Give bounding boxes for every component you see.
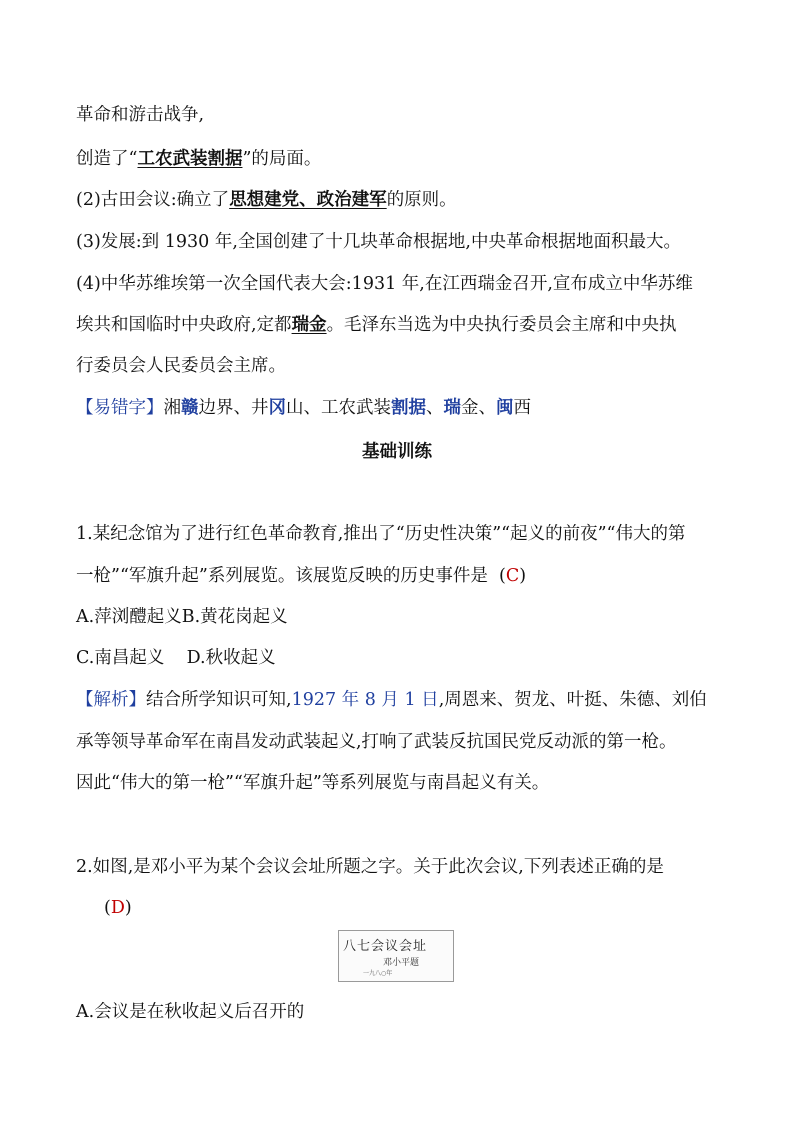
- analysis-tag: 【解析】: [76, 690, 146, 710]
- option-d: D.秋收起义: [186, 648, 276, 668]
- option-b: B.黄花岗起义: [181, 607, 288, 627]
- answer-letter: C: [505, 566, 520, 586]
- highlight-char: 赣: [181, 398, 199, 418]
- text: 山、工农武装: [286, 398, 391, 418]
- text: ,周恩来、贺龙、叶挺、朱德、刘伯: [438, 690, 707, 710]
- option-c: C.南昌起义: [76, 648, 165, 668]
- highlight-char: 冈: [268, 398, 286, 418]
- question-1-options: [76, 647, 276, 669]
- text: 因此“伟大的第一枪”“军旗升起”等系列展览与南昌起义有关。: [76, 773, 550, 793]
- text: ”的局面。: [242, 149, 322, 169]
- highlight-char: 闽: [496, 398, 514, 418]
- inscription-signature: 邓小平题: [383, 958, 420, 968]
- text: 边界、井: [198, 398, 269, 418]
- text: 行委员会人民委员会主席。: [76, 356, 286, 376]
- text: (3)发展:到 1930 年,全国创建了十几块革命根据地,中央革命根据地面积最大。: [76, 232, 681, 252]
- highlight-char: 割据: [391, 398, 426, 418]
- text: 创造了“: [76, 149, 138, 169]
- question-2-answer: [104, 897, 132, 919]
- text: 埃共和国临时中央政府,定都: [76, 315, 292, 335]
- text: 一枪”“军旗升起”系列展览。该展览反映的历史事件是: [76, 566, 488, 586]
- text: (4)中华苏维埃第一次全国代表大会:1931 年,在江西瑞金召开,宣布成立中华苏维: [76, 274, 693, 294]
- inscription-date: 一九八○年: [363, 970, 393, 977]
- inscription-image: [338, 930, 454, 982]
- analysis-date: 1927 年 8 月 1 日: [291, 690, 439, 710]
- text-line: [76, 314, 677, 336]
- question-1-options: [76, 606, 288, 628]
- text: 1.某纪念馆为了进行红色革命教育,推出了“历史性决策”“起义的前夜”“伟大的第: [76, 524, 686, 544]
- text: 革命和游击战争,: [76, 105, 205, 125]
- question-1-stem: [76, 523, 686, 545]
- text: 承等领导革命军在南昌发动武装起义,打响了武装反抗国民党反动派的第一枪。: [76, 732, 677, 752]
- answer-paren: ): [519, 566, 527, 586]
- typo-note: [76, 397, 531, 419]
- text: 的原则。: [386, 190, 457, 210]
- underlined-keyword: 瑞金: [291, 315, 327, 335]
- text-line: [76, 148, 321, 170]
- text-line: [76, 189, 457, 211]
- answer-paren: (: [104, 898, 111, 918]
- question-2-stem: [76, 856, 664, 878]
- text: 西: [513, 398, 531, 418]
- text: 、: [426, 398, 444, 418]
- question-1-stem: [76, 565, 526, 587]
- underlined-keyword: 思想建党、政治建军: [229, 190, 387, 210]
- section-title: 基础训练: [362, 442, 432, 462]
- answer-paren: (: [498, 566, 506, 586]
- text: (2)古田会议:确立了: [76, 190, 230, 210]
- text-line: [76, 273, 693, 295]
- question-1-analysis: [76, 731, 677, 753]
- text: 2.如图,是邓小平为某个会议会址所题之字。关于此次会议,下列表述正确的是: [76, 857, 664, 877]
- highlight-char: 瑞: [443, 398, 461, 418]
- question-1-analysis: [76, 772, 549, 794]
- underlined-keyword: 工农武装割据: [137, 149, 243, 169]
- text-line: [76, 104, 204, 126]
- typo-tag: 【易错字】: [76, 398, 164, 418]
- text-line: [76, 231, 681, 253]
- answer-letter: D: [110, 898, 125, 918]
- text: 。毛泽东当选为中央执行委员会主席和中央执: [326, 315, 677, 335]
- answer-paren: ): [124, 898, 132, 918]
- question-2-option: [76, 1001, 304, 1023]
- text-line: [76, 355, 286, 377]
- text: 金、: [461, 398, 496, 418]
- option-a: A.会议是在秋收起义后召开的: [76, 1002, 305, 1022]
- inscription-text: 八七会议会址: [343, 939, 428, 954]
- question-1-analysis: [76, 689, 707, 711]
- text: 湘: [163, 398, 181, 418]
- text: 结合所学知识可知,: [146, 690, 292, 710]
- option-a: A.萍浏醴起义: [76, 607, 182, 627]
